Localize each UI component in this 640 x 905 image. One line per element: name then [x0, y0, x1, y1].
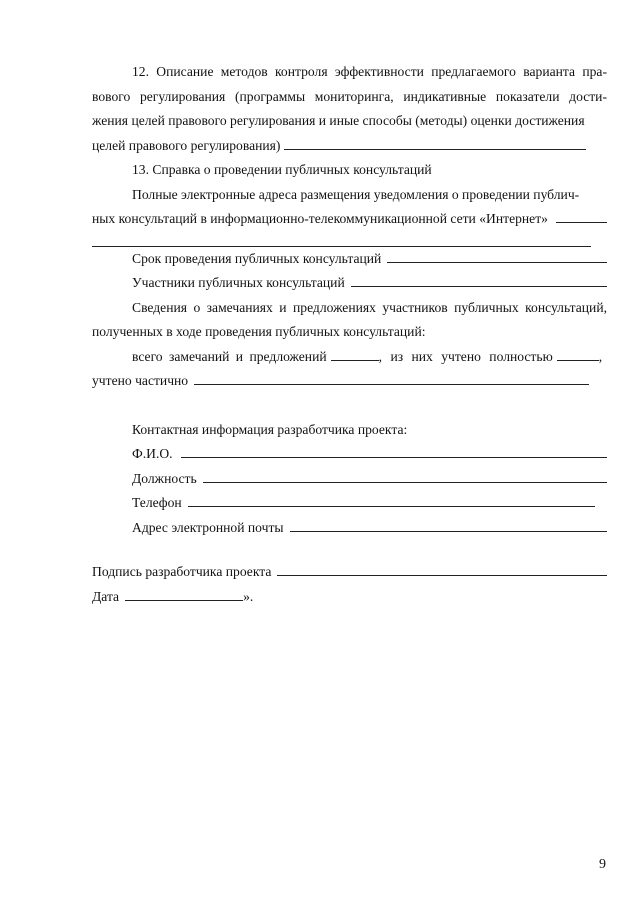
remarks-line2: полученных в ходе проведения публичных консультаций:: [92, 324, 426, 339]
email-field[interactable]: [290, 517, 607, 532]
addresses-line2: ных консультаций в информационно-телекоммуникационной сети «Интернет»: [92, 211, 548, 226]
section13-heading: 13. Справка о проведении публичных консультаций: [132, 162, 432, 177]
addresses-field-a[interactable]: [556, 208, 607, 223]
partial-row: [92, 369, 607, 394]
addresses-field-b[interactable]: [92, 232, 591, 247]
taken-full-label: , из них учтено полностью: [378, 348, 553, 364]
control-methods-field[interactable]: [284, 135, 586, 150]
total-field[interactable]: [331, 346, 379, 361]
totals-row: [92, 345, 607, 370]
email-label: Адрес электронной почты: [132, 519, 284, 535]
fio-row: [92, 442, 607, 467]
sign-label: Подпись разработчика проекта: [92, 564, 272, 579]
signature-row: [92, 560, 607, 585]
period-label: Срок проведения публичных консультаций: [132, 250, 382, 266]
participants-row: [92, 271, 607, 296]
section12-line2: вового регулирования (программы мониторинга, индикативные показатели дости-: [92, 88, 607, 104]
totals-comma: ,: [598, 348, 603, 364]
addresses-line3-row: [92, 232, 607, 247]
section12-line1: 12. Описание методов контроля эффективности предлагаемого варианта пра-: [132, 64, 607, 79]
date-suffix: ».: [243, 588, 254, 604]
page-number: 9: [599, 857, 606, 872]
taken-partial-field[interactable]: [194, 370, 589, 385]
addresses-paragraph: [92, 183, 607, 208]
section12-paragraph: [92, 60, 607, 134]
addresses-line1: Полные электронные адреса размещения уведомления о проведении публич-: [132, 186, 580, 202]
fio-field[interactable]: [181, 443, 607, 458]
section12-line3: жения целей правового регулирования и иные способы (методы) оценки достижения: [92, 113, 585, 128]
position-field[interactable]: [203, 468, 607, 483]
contact-heading: Контактная информация разработчика проекта:: [132, 421, 408, 437]
section12-last-line: [92, 134, 607, 159]
period-row: [92, 247, 607, 272]
remarks-paragraph: [92, 296, 607, 345]
date-label: Дата: [92, 588, 120, 604]
fio-label: Ф.И.О.: [132, 446, 173, 461]
section12-line4: целей правового регулирования): [92, 137, 281, 153]
taken-partial-label: учтено частично: [92, 373, 189, 388]
phone-label: Телефон: [132, 495, 182, 510]
position-row: [92, 467, 607, 492]
date-row: [92, 585, 607, 610]
period-field[interactable]: [387, 248, 607, 263]
addresses-line2-row: [92, 207, 607, 232]
position-label: Должность: [132, 470, 197, 486]
document-page: [92, 60, 607, 609]
email-row: [92, 516, 607, 541]
signature-field[interactable]: [277, 561, 607, 576]
phone-row: [92, 491, 607, 516]
phone-field[interactable]: [188, 492, 595, 507]
total-label: всего замечаний и предложений: [132, 348, 327, 364]
taken-full-field[interactable]: [557, 346, 599, 361]
participants-field[interactable]: [351, 272, 607, 287]
date-field[interactable]: [125, 586, 243, 601]
participants-label: Участники публичных консультаций: [132, 275, 345, 290]
remarks-line1: Сведения о замечаниях и предложениях участников публичных консультаций,: [132, 299, 607, 315]
